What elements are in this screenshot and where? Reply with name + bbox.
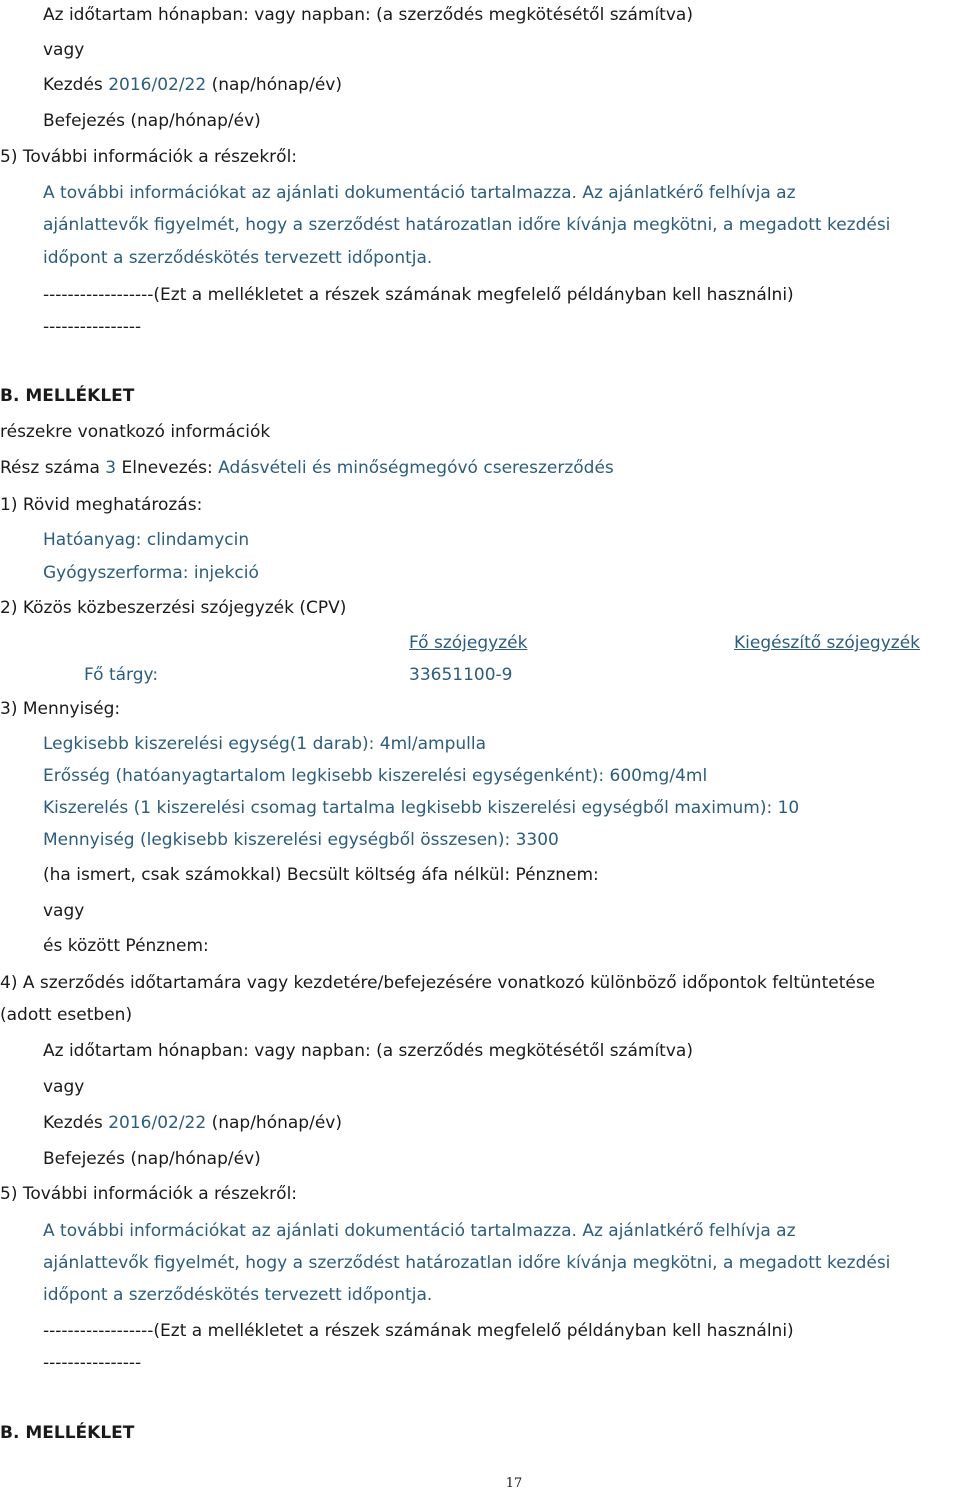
start-date: 2016/02/22 <box>108 75 207 95</box>
usage-note-dashes: ---------------- <box>43 1353 142 1373</box>
cpv-main-vocabulary-header: Fő szójegyzék <box>409 633 528 653</box>
further-info-text: időpont a szerződéskötés tervezett időpontja. <box>43 1285 433 1305</box>
name-value: Adásvételi és minőségmegóvó csereszerződés <box>218 458 614 478</box>
usage-note: ------------------(Ezt a mellékletet a részek számának megfelelő példányban kell használni) <box>43 1321 794 1341</box>
usage-note-dashes: ---------------- <box>43 317 142 337</box>
dates-heading-cont: (adott esetben) <box>0 1005 133 1025</box>
quantity-line: Erősség (hatóanyagtartalom legkisebb kiszerelési egységenként): 600mg/4ml <box>43 766 708 786</box>
or-text: vagy <box>43 40 85 60</box>
cpv-heading: 2) Közös közbeszerzési szójegyzék (CPV) <box>0 598 347 618</box>
part-label: Rész száma <box>0 458 100 478</box>
name-label: Elnevezés: <box>121 458 213 478</box>
further-info-text: ajánlattevők figyelmét, hogy a szerződést határozatlan időre kívánja megkötni, a megadott kezdési <box>43 1253 891 1273</box>
active-ingredient: Hatóanyag: clindamycin <box>43 530 250 550</box>
cpv-main-object-label: Fő tárgy: <box>84 665 159 685</box>
further-info-heading: 5) További információk a részekről: <box>0 147 298 167</box>
quantity-line: Mennyiség (legkisebb kiszerelési egységből összesen): 3300 <box>43 830 559 850</box>
quantity-line: Legkisebb kiszerelési egység(1 darab): 4ml/ampulla <box>43 734 487 754</box>
cpv-code: 33651100-9 <box>409 665 513 685</box>
dosage-form: Gyógyszerforma: injekció <box>43 563 259 583</box>
annex-title: B. MELLÉKLET <box>0 386 135 406</box>
short-definition-heading: 1) Rövid meghatározás: <box>0 495 203 515</box>
part-number: 3 <box>105 458 117 478</box>
end-date-line: Befejezés (nap/hónap/év) <box>43 1149 261 1169</box>
dates-heading: 4) A szerződés időtartamára vagy kezdetére/befejezésére vonatkozó különböző időpontok feltüntetése <box>0 973 876 993</box>
part-line <box>0 457 614 479</box>
quantity-line: Kiszerelés (1 kiszerelési csomag tartalma legkisebb kiszerelési egységből maximum): 10 <box>43 798 800 818</box>
quantity-heading: 3) Mennyiség: <box>0 699 121 719</box>
or-text: vagy <box>43 1077 85 1097</box>
or-text: vagy <box>43 901 85 921</box>
cost-range: és között Pénznem: <box>43 936 209 956</box>
further-info-text: A további információkat az ajánlati dokumentáció tartalmazza. Az ajánlatkérő felhívja az <box>43 183 796 203</box>
start-date-line <box>43 74 342 96</box>
duration-line: Az időtartam hónapban: vagy napban: (a szerződés megkötésétől számítva) <box>43 1041 693 1061</box>
cpv-supplementary-vocabulary-header: Kiegészítő szójegyzék <box>734 633 920 653</box>
start-date: 2016/02/22 <box>108 1113 207 1133</box>
duration-line: Az időtartam hónapban: vagy napban: (a szerződés megkötésétől számítva) <box>43 5 693 25</box>
estimated-cost: (ha ismert, csak számokkal) Becsült költség áfa nélkül: Pénznem: <box>43 865 599 885</box>
start-label: Kezdés <box>43 1113 103 1133</box>
annex-title: B. MELLÉKLET <box>0 1423 135 1443</box>
page-number: 17 <box>505 1476 523 1491</box>
further-info-text: időpont a szerződéskötés tervezett időpontja. <box>43 248 433 268</box>
start-label: Kezdés <box>43 75 103 95</box>
annex-subtitle: részekre vonatkozó információk <box>0 422 271 442</box>
further-info-heading: 5) További információk a részekről: <box>0 1184 298 1204</box>
start-format: (nap/hónap/év) <box>211 1113 342 1133</box>
start-date-line <box>43 1112 342 1134</box>
further-info-text: A további információkat az ajánlati dokumentáció tartalmazza. Az ajánlatkérő felhívja az <box>43 1221 796 1241</box>
start-format: (nap/hónap/év) <box>211 75 342 95</box>
usage-note: ------------------(Ezt a mellékletet a részek számának megfelelő példányban kell használni) <box>43 285 794 305</box>
end-date-line: Befejezés (nap/hónap/év) <box>43 111 261 131</box>
further-info-text: ajánlattevők figyelmét, hogy a szerződést határozatlan időre kívánja megkötni, a megadott kezdési <box>43 215 891 235</box>
